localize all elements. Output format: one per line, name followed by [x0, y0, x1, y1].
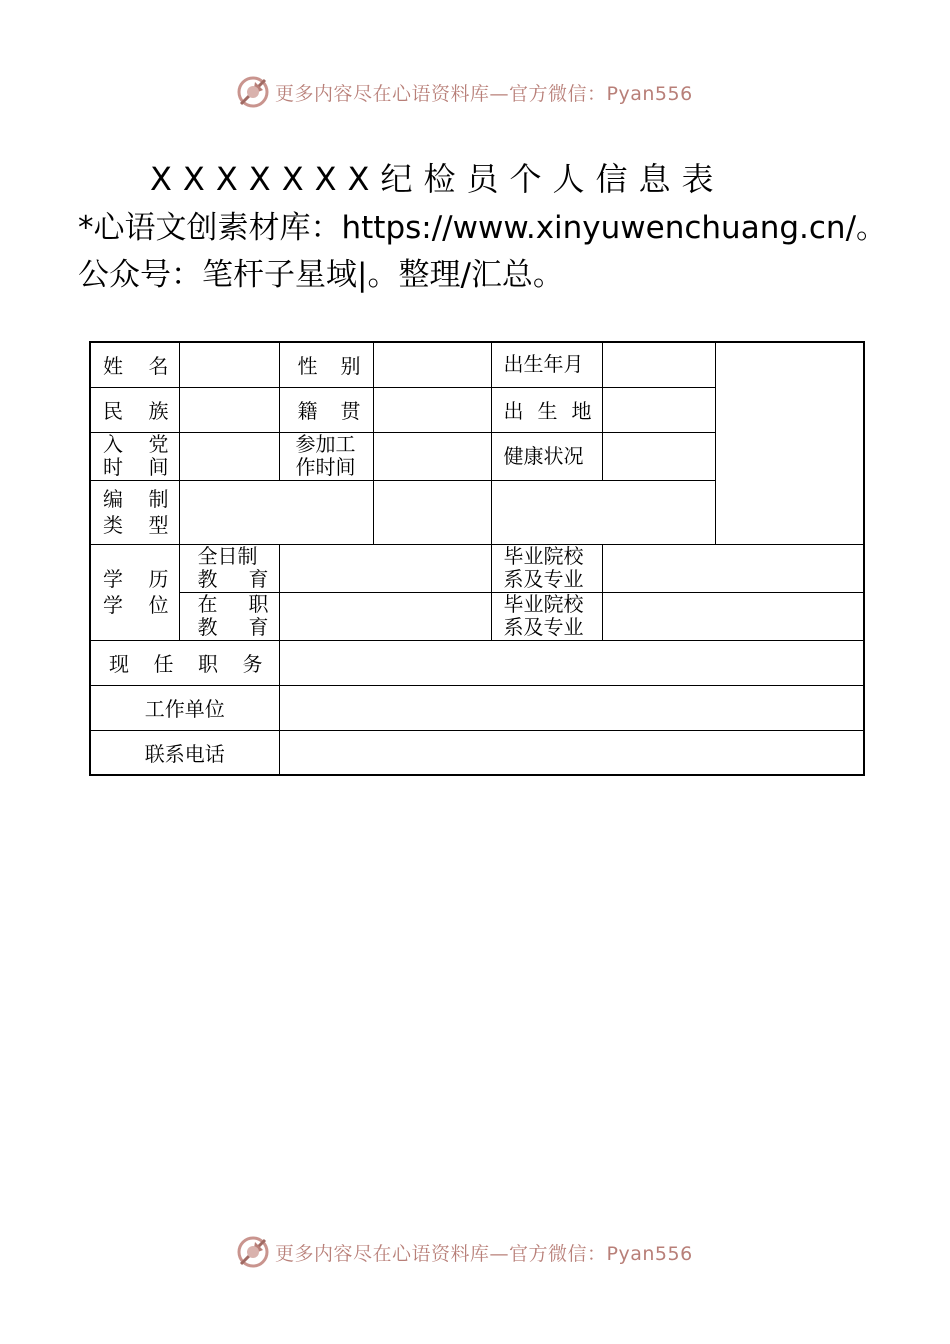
watermark-banner-bottom	[235, 1234, 755, 1270]
field-health[interactable]	[602, 432, 715, 480]
label-gender: 性 别	[279, 342, 373, 387]
label-fulltime-education: 全日制 教 育	[179, 544, 279, 592]
field-native-place[interactable]	[373, 387, 491, 432]
label-education-degree: 学 历 学 位	[90, 544, 179, 640]
banner-text: 更多内容尽在心语资料库—官方微信：	[275, 1242, 607, 1265]
label-inservice-education: 在 职 教 育	[179, 592, 279, 640]
label-name: 姓 名	[90, 342, 179, 387]
label-phone: 联系电话	[90, 730, 279, 775]
watermark-banner-top	[235, 74, 755, 110]
field-work-start-time[interactable]	[373, 432, 491, 480]
label-birthplace: 出 生 地	[491, 387, 602, 432]
field-staffing-extra-2[interactable]	[491, 480, 715, 544]
field-phone[interactable]	[279, 730, 864, 775]
banner-text: 更多内容尽在心语资料库—官方微信：	[275, 82, 607, 105]
field-gender[interactable]	[373, 342, 491, 387]
label-birth-date: 出生年月	[491, 342, 602, 387]
source-note: *心语文创素材库：https://www.xinyuwenchuang.cn/。公众号：笔杆子星域|。整理/汇总。	[78, 210, 888, 293]
info-form-table	[89, 341, 865, 776]
field-birth-date[interactable]	[602, 342, 715, 387]
field-name[interactable]	[179, 342, 279, 387]
label-inservice-school-major: 毕业院校 系及专业	[491, 592, 602, 640]
field-ethnicity[interactable]	[179, 387, 279, 432]
label-fulltime-school-major: 毕业院校 系及专业	[491, 544, 602, 592]
label-party-join-time: 入 党 时 间	[90, 432, 179, 480]
field-staffing-type[interactable]	[179, 480, 373, 544]
label-ethnicity: 民 族	[90, 387, 179, 432]
banner-wechat-id: Pyan556	[606, 82, 693, 105]
banner-wechat-id: Pyan556	[606, 1242, 693, 1265]
label-health: 健康状况	[491, 432, 602, 480]
field-fulltime-school-major[interactable]	[602, 544, 864, 592]
field-inservice-education[interactable]	[279, 592, 491, 640]
field-current-position[interactable]	[279, 640, 864, 685]
brand-logo-icon	[235, 74, 271, 110]
field-party-join-time[interactable]	[179, 432, 279, 480]
label-work-unit: 工作单位	[90, 685, 279, 730]
field-staffing-extra[interactable]	[373, 480, 491, 544]
label-native-place: 籍 贯	[279, 387, 373, 432]
photo-box[interactable]	[715, 342, 864, 544]
field-birthplace[interactable]	[602, 387, 715, 432]
page-title: XXXXXXX纪检员个人信息表	[150, 160, 725, 198]
label-staffing-type: 编 制 类 型	[90, 480, 179, 544]
label-work-start-time: 参加工 作时间	[279, 432, 373, 480]
field-fulltime-education[interactable]	[279, 544, 491, 592]
field-work-unit[interactable]	[279, 685, 864, 730]
brand-logo-icon	[235, 1234, 271, 1270]
label-current-position: 现 任 职 务	[90, 640, 279, 685]
field-inservice-school-major[interactable]	[602, 592, 864, 640]
